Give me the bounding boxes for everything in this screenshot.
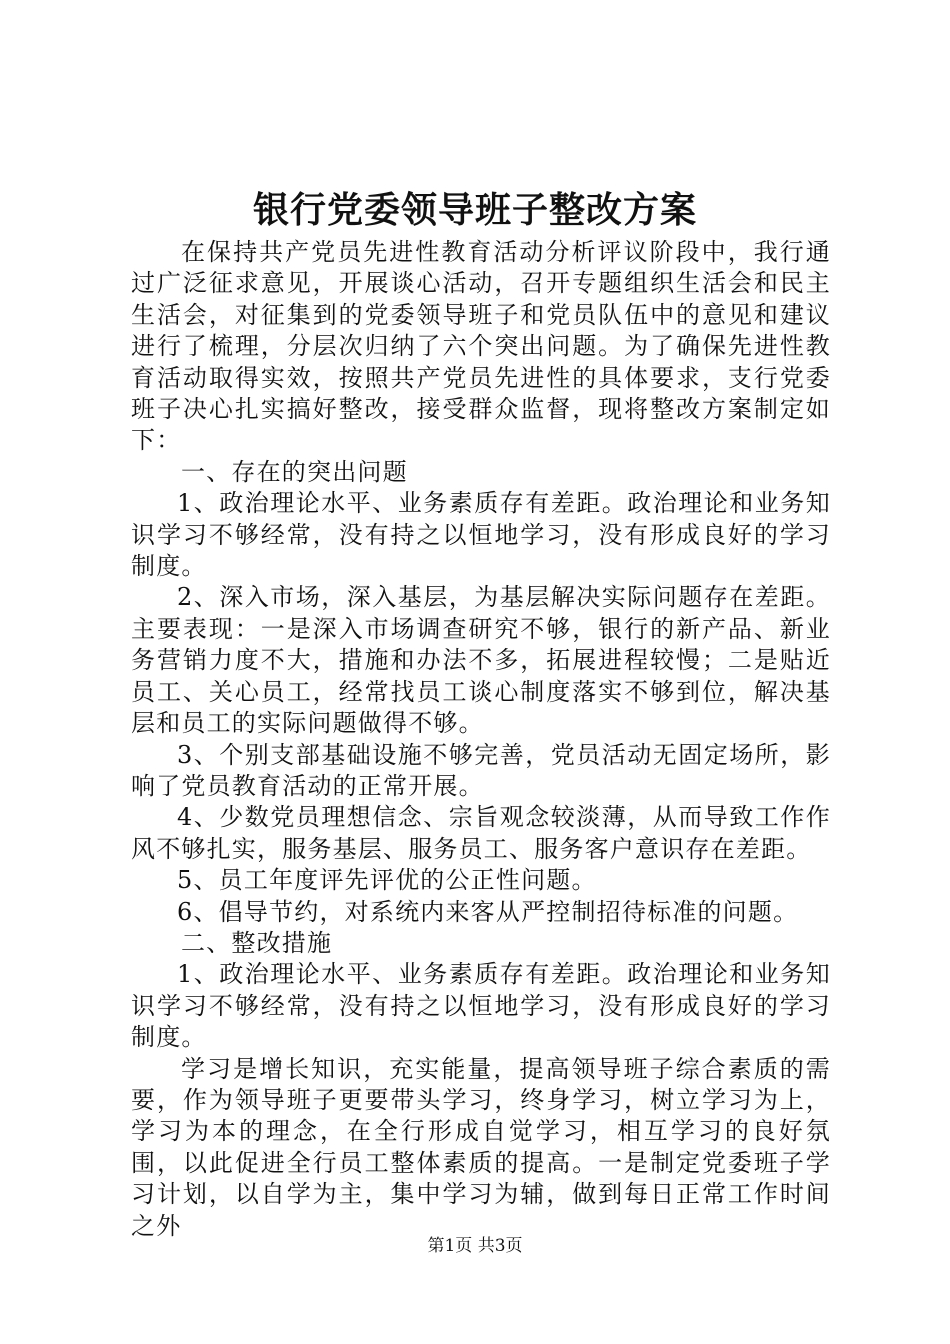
document-title: 银行党委领导班子整改方案 (252, 189, 697, 231)
problem-item-1: 1、政治理论水平、业务素质存有差距。政治理论和业务知识学习不够经常，没有持之以恒地学习，没有形成良好的学习制度。 (131, 489, 831, 581)
intro-paragraph: 在保持共产党员先进性教育活动分析评议阶段中，我行通过广泛征求意见，开展谈心活动，召开专题组织生活会和民主生活会，对征集到的党委领导班子和党员队伍中的意见和建议进行了梳理，分层次归纳了六个突出问题。为了确保先进性教育活动取得实效，按照共产党员先进性的具体要求，支行党委班子决心扎实搞好整改，接受群众监督，现将整改方案制定如下： (131, 238, 831, 455)
measure-item-1: 1、政治理论水平、业务素质存有差距。政治理论和业务知识学习不够经常，没有持之以恒地学习，没有形成良好的学习制度。 (131, 960, 831, 1052)
document-body (131, 237, 831, 1242)
problem-item-4: 4、少数党员理想信念、宗旨观念较淡薄，从而导致工作作风不够扎实，服务基层、服务员工、服务客户意识存在差距。 (131, 803, 831, 863)
section-heading-measures: 二、整改措施 (181, 928, 333, 957)
problem-item-6: 6、倡导节约，对系统内来客从严控制招待标准的问题。 (177, 897, 799, 926)
problem-item-5: 5、员工年度评先评优的公正性问题。 (177, 866, 597, 895)
page-footer: 第1页 共3页 (427, 1236, 523, 1256)
problem-item-2: 2、深入市场，深入基层，为基层解决实际问题存在差距。主要表现：一是深入市场调查研究不够，银行的新产品、新业务营销力度不大，措施和办法不多，拓展进程较慢；二是贴近员工、关心员工，经常找员工谈心制度落实不够到位，解决基层和员工的实际问题做得不够。 (131, 583, 831, 738)
problem-item-3: 3、个别支部基础设施不够完善，党员活动无固定场所，影响了党员教育活动的正常开展。 (131, 740, 831, 800)
section-heading-problems: 一、存在的突出问题 (181, 457, 408, 486)
measure-detail-paragraph: 学习是增长知识，充实能量，提高领导班子综合素质的需要，作为领导班子更要带头学习，终身学习，树立学习为上，学习为本的理念，在全行形成自觉学习，相互学习的良好氛围，以此促进全行员工整体素质的提高。一是制定党委班子学习计划，以自学为主，集中学习为辅，做到每日正常工作时间之外 (131, 1054, 831, 1240)
